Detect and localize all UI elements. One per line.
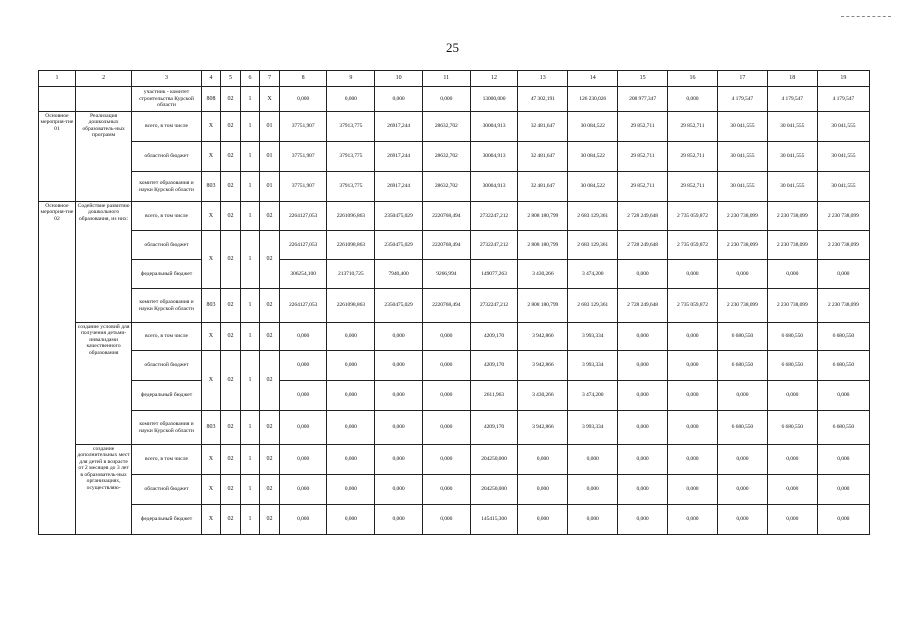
cell-code: 02 <box>260 289 280 323</box>
cell-code: 02 <box>260 475 280 505</box>
header-cell: 12 <box>470 71 518 87</box>
cell-code: 1 <box>240 231 260 289</box>
cell-value: 30 041,555 <box>817 112 869 142</box>
cell-value: 30 041,555 <box>717 142 767 172</box>
cell-value: 9266,994 <box>422 260 470 289</box>
cell-value: 6 680,550 <box>817 411 869 445</box>
cell-value: 0,000 <box>717 260 767 289</box>
header-cell: 16 <box>668 71 718 87</box>
cell-code: 02 <box>221 475 241 505</box>
cell-code: 1 <box>240 445 260 475</box>
cell-code: 01 <box>260 142 280 172</box>
cell-code: 1 <box>240 172 260 202</box>
cell-value: 2 683 129,361 <box>568 202 618 231</box>
cell-code: Х <box>201 231 221 289</box>
cell-value: 0,000 <box>618 323 668 351</box>
page-number: 25 <box>446 40 459 55</box>
cell-value: 2732247,212 <box>470 231 518 260</box>
cell-code: 02 <box>260 411 280 445</box>
cell-value: 208 977,347 <box>618 87 668 112</box>
cell-value: 0,000 <box>327 475 375 505</box>
cell-value: 0,000 <box>668 351 718 381</box>
header-cell: 7 <box>260 71 280 87</box>
cell-value: 2 735 059,872 <box>668 231 718 260</box>
cell-value: 0,000 <box>327 381 375 411</box>
cell-value: 2350475,029 <box>375 289 423 323</box>
cell-value: 0,000 <box>618 351 668 381</box>
cell-value: 3 942,866 <box>518 411 568 445</box>
cell-value: 0,000 <box>668 87 718 112</box>
cell-source: всего, в том числе <box>132 323 201 351</box>
cell-measure-name: Реализация дошкольных образователь-ных программ <box>75 112 131 202</box>
cell-value: 3 430,266 <box>518 381 568 411</box>
cell-value: 0,000 <box>279 351 327 381</box>
table-row <box>39 445 870 475</box>
cell-value: 6 680,550 <box>767 351 817 381</box>
cell-value: 0,000 <box>767 381 817 411</box>
cell-value: 0,000 <box>422 445 470 475</box>
cell-value: 37751,907 <box>279 172 327 202</box>
cell-value: 0,000 <box>279 445 327 475</box>
cell-code: 02 <box>260 202 280 231</box>
cell-code: Х <box>201 112 221 142</box>
cell-value: 2 728 249,648 <box>618 231 668 260</box>
cell-value: 0,000 <box>279 87 327 112</box>
cell-source: областной бюджет <box>132 475 201 505</box>
cell-value: 2 808 180,799 <box>518 231 568 260</box>
cell-value: 2 230 738,099 <box>717 202 767 231</box>
cell-code: Х <box>201 323 221 351</box>
cell-value: 30 041,555 <box>717 112 767 142</box>
table-row <box>39 87 870 112</box>
cell-code: 02 <box>221 112 241 142</box>
cell-code: 02 <box>221 351 241 411</box>
cell-code: 02 <box>221 87 241 112</box>
cell-value: 126 230,026 <box>568 87 618 112</box>
cell-value: 37751,907 <box>279 112 327 142</box>
cell-value: 2 683 129,361 <box>568 289 618 323</box>
cell-value: 0,000 <box>568 445 618 475</box>
cell-value: 30 041,555 <box>817 172 869 202</box>
cell-code: 02 <box>260 505 280 535</box>
cell-value: 0,000 <box>568 475 618 505</box>
cell-participant: участник - комитет строительства Курской области <box>132 87 201 112</box>
cell-value: 2261096,863 <box>327 202 375 231</box>
cell-code: 1 <box>240 142 260 172</box>
cell-value: 29 852,711 <box>668 172 718 202</box>
cell-value: 0,000 <box>668 323 718 351</box>
cell-code: 1 <box>240 323 260 351</box>
table-row <box>39 381 870 411</box>
cell-empty <box>75 87 131 112</box>
cell-value: 0,000 <box>767 475 817 505</box>
cell-code: 01 <box>260 172 280 202</box>
cell-code: 1 <box>240 505 260 535</box>
table-row <box>39 172 870 202</box>
cell-value: 0,000 <box>422 87 470 112</box>
cell-source: всего, в том числе <box>132 445 201 475</box>
cell-value: 2 808 180,799 <box>518 202 568 231</box>
cell-value: 0,000 <box>327 323 375 351</box>
cell-value: 2 230 738,099 <box>767 289 817 323</box>
cell-value: 0,000 <box>717 475 767 505</box>
table-row <box>39 289 870 323</box>
cell-value: 30 041,555 <box>767 172 817 202</box>
cell-value: 2264127,053 <box>279 202 327 231</box>
cell-value: 4209,170 <box>470 351 518 381</box>
cell-value: 32 481,647 <box>518 172 568 202</box>
cell-value: 0,000 <box>375 87 423 112</box>
header-cell: 8 <box>279 71 327 87</box>
cell-value: 6 680,550 <box>817 323 869 351</box>
header-cell: 4 <box>201 71 221 87</box>
header-row <box>39 71 870 87</box>
cell-value: 4 179,547 <box>767 87 817 112</box>
cell-value: 4209,170 <box>470 323 518 351</box>
cell-code: 02 <box>260 351 280 411</box>
cell-value: 0,000 <box>327 411 375 445</box>
cell-code: 02 <box>221 202 241 231</box>
cell-value: 0,000 <box>717 505 767 535</box>
cell-value: 37913,775 <box>327 142 375 172</box>
cell-value: 2261098,863 <box>327 231 375 260</box>
cell-value: 2220768,494 <box>422 202 470 231</box>
cell-value: 0,000 <box>327 445 375 475</box>
cell-value: 6 680,550 <box>767 411 817 445</box>
cell-value: 0,000 <box>668 475 718 505</box>
cell-code: 02 <box>260 231 280 289</box>
cell-value: 0,000 <box>279 411 327 445</box>
cell-value: 2 728 249,648 <box>618 202 668 231</box>
cell-value: 204250,000 <box>470 475 518 505</box>
cell-value: 0,000 <box>375 381 423 411</box>
cell-value: 6 680,550 <box>717 323 767 351</box>
cell-value: 6 680,550 <box>717 351 767 381</box>
cell-value: 3 942,866 <box>518 323 568 351</box>
cell-measure-title: Основное мероприя-тие 02 <box>39 202 76 535</box>
cell-code: 1 <box>240 202 260 231</box>
cell-value: 213710,725 <box>327 260 375 289</box>
cell-value: 0,000 <box>618 445 668 475</box>
cell-value: 26917,244 <box>375 172 423 202</box>
table-row <box>39 260 870 289</box>
cell-code: 02 <box>260 323 280 351</box>
cell-value: 30 084,522 <box>568 112 618 142</box>
cell-value: 2 230 738,099 <box>767 231 817 260</box>
cell-value: 47 302,191 <box>518 87 568 112</box>
cell-source: комитет образования и науки Курской области <box>132 289 201 323</box>
cell-value: 30 041,555 <box>767 112 817 142</box>
header-cell: 13 <box>518 71 568 87</box>
cell-value: 2 230 738,099 <box>767 202 817 231</box>
cell-source: областной бюджет <box>132 351 201 381</box>
cell-value: 3 430,266 <box>518 260 568 289</box>
cell-code: Х <box>201 351 221 411</box>
cell-value: 0,000 <box>717 381 767 411</box>
cell-value: 28632,702 <box>422 172 470 202</box>
cell-value: 0,000 <box>618 260 668 289</box>
cell-value: 26917,244 <box>375 112 423 142</box>
cell-value: 2 230 738,099 <box>817 202 869 231</box>
cell-value: 0,000 <box>817 505 869 535</box>
cell-value: 0,000 <box>422 475 470 505</box>
cell-code: Х <box>260 87 280 112</box>
header-cell: 9 <box>327 71 375 87</box>
cell-value: 13000,000 <box>470 87 518 112</box>
cell-value: 2350475,029 <box>375 231 423 260</box>
cell-value: 6 680,550 <box>817 351 869 381</box>
cell-code: 1 <box>240 87 260 112</box>
table-row <box>39 351 870 381</box>
cell-value: 0,000 <box>422 411 470 445</box>
cell-value: 30 041,555 <box>817 142 869 172</box>
cell-value: 0,000 <box>422 351 470 381</box>
cell-value: 3 993,334 <box>568 323 618 351</box>
cell-value: 29 852,711 <box>618 172 668 202</box>
cell-value: 0,000 <box>327 87 375 112</box>
cell-source: комитет образования и науки Курской области <box>132 411 201 445</box>
header-cell: 14 <box>568 71 618 87</box>
cell-source: федеральный бюджет <box>132 260 201 289</box>
cell-value: 0,000 <box>375 411 423 445</box>
cell-value: 32 481,647 <box>518 142 568 172</box>
table-row <box>39 475 870 505</box>
cell-value: 30004,913 <box>470 112 518 142</box>
cell-code: Х <box>201 142 221 172</box>
cell-value: 2 230 738,099 <box>817 231 869 260</box>
cell-value: 3 474,200 <box>568 381 618 411</box>
header-cell: 15 <box>618 71 668 87</box>
budget-table <box>38 70 870 535</box>
cell-value: 2 735 059,872 <box>668 202 718 231</box>
cell-value: 0,000 <box>618 381 668 411</box>
cell-value: 0,000 <box>279 475 327 505</box>
cell-code: Х <box>201 445 221 475</box>
cell-value: 30 041,555 <box>717 172 767 202</box>
cell-value: 2611,963 <box>470 381 518 411</box>
cell-source: всего, в том числе <box>132 112 201 142</box>
cell-value: 0,000 <box>817 475 869 505</box>
table-row <box>39 202 870 231</box>
cell-value: 26917,244 <box>375 142 423 172</box>
cell-value: 145415,300 <box>470 505 518 535</box>
cell-value: 30004,913 <box>470 142 518 172</box>
cell-value: 4 179,547 <box>817 87 869 112</box>
cell-value: 0,000 <box>668 411 718 445</box>
cell-value: 0,000 <box>327 351 375 381</box>
table-row <box>39 231 870 260</box>
cell-code: 02 <box>221 323 241 351</box>
cell-value: 0,000 <box>375 505 423 535</box>
cell-code: Х <box>201 202 221 231</box>
cell-code: 1 <box>240 411 260 445</box>
cell-value: 2 230 738,099 <box>717 289 767 323</box>
cell-value: 2 683 129,361 <box>568 231 618 260</box>
cell-value: 2264127,053 <box>279 231 327 260</box>
cell-value: 3 993,334 <box>568 411 618 445</box>
cell-value: 30 084,522 <box>568 142 618 172</box>
cell-code: 1 <box>240 475 260 505</box>
cell-value: 2732247,212 <box>470 202 518 231</box>
cell-value: 0,000 <box>817 260 869 289</box>
cell-value: 149077,263 <box>470 260 518 289</box>
cell-value: 3 942,866 <box>518 351 568 381</box>
cell-source: всего, в том числе <box>132 202 201 231</box>
table-row <box>39 142 870 172</box>
cell-activity-name: создание дополнительных мест для детей в возрасте от 2 месяцев до 3 лет в образователь-ных организациях, осуществляю- <box>75 445 131 535</box>
cell-source: областной бюджет <box>132 231 201 260</box>
cell-value: 0,000 <box>717 445 767 475</box>
cell-value: 0,000 <box>422 323 470 351</box>
cell-value: 0,000 <box>568 505 618 535</box>
cell-value: 37913,775 <box>327 112 375 142</box>
header-cell: 2 <box>75 71 131 87</box>
cell-value: 0,000 <box>618 475 668 505</box>
cell-code: 803 <box>201 411 221 445</box>
cell-code: 803 <box>201 172 221 202</box>
cell-value: 0,000 <box>375 351 423 381</box>
cell-value: 0,000 <box>767 505 817 535</box>
cell-value: 0,000 <box>817 445 869 475</box>
cell-value: 306254,100 <box>279 260 327 289</box>
cell-value: 6 680,550 <box>717 411 767 445</box>
cell-value: 2264127,053 <box>279 289 327 323</box>
cell-source: федеральный бюджет <box>132 381 201 411</box>
cell-value: 2220768,494 <box>422 289 470 323</box>
cell-value: 2220768,494 <box>422 231 470 260</box>
cell-value: 0,000 <box>767 445 817 475</box>
table-row <box>39 411 870 445</box>
cell-value: 0,000 <box>668 381 718 411</box>
cell-value: 4209,170 <box>470 411 518 445</box>
scan-corner-mark <box>841 16 891 17</box>
cell-code: 1 <box>240 289 260 323</box>
cell-value: 0,000 <box>422 381 470 411</box>
header-cell: 1 <box>39 71 76 87</box>
cell-value: 0,000 <box>518 505 568 535</box>
cell-value: 2350475,029 <box>375 202 423 231</box>
cell-value: 0,000 <box>422 505 470 535</box>
cell-value: 29 852,711 <box>618 142 668 172</box>
cell-value: 32 481,647 <box>518 112 568 142</box>
cell-value: 0,000 <box>767 260 817 289</box>
cell-code: 808 <box>201 87 221 112</box>
cell-code: 02 <box>221 411 241 445</box>
cell-value: 0,000 <box>668 445 718 475</box>
cell-value: 2 808 180,799 <box>518 289 568 323</box>
cell-measure-name: Содействие развитию дошкольного образования, из них: <box>75 202 131 323</box>
cell-value: 0,000 <box>518 475 568 505</box>
cell-source: комитет образования и науки Курской области <box>132 172 201 202</box>
cell-value: 0,000 <box>327 505 375 535</box>
table-row <box>39 323 870 351</box>
cell-value: 0,000 <box>668 260 718 289</box>
cell-code: 02 <box>221 289 241 323</box>
header-cell: 19 <box>817 71 869 87</box>
cell-value: 30 041,555 <box>767 142 817 172</box>
cell-code: 02 <box>221 231 241 289</box>
cell-code: 02 <box>221 445 241 475</box>
cell-code: 02 <box>260 445 280 475</box>
cell-value: 2 728 249,648 <box>618 289 668 323</box>
cell-code: 803 <box>201 289 221 323</box>
cell-source: федеральный бюджет <box>132 505 201 535</box>
cell-value: 29 852,711 <box>618 112 668 142</box>
cell-value: 37751,907 <box>279 142 327 172</box>
cell-value: 37913,775 <box>327 172 375 202</box>
cell-value: 0,000 <box>375 323 423 351</box>
cell-value: 0,000 <box>518 445 568 475</box>
cell-code: 01 <box>260 112 280 142</box>
cell-value: 3 474,200 <box>568 260 618 289</box>
cell-value: 0,000 <box>279 381 327 411</box>
cell-value: 28632,702 <box>422 142 470 172</box>
header-cell: 6 <box>240 71 260 87</box>
cell-code: 02 <box>221 505 241 535</box>
header-cell: 10 <box>375 71 423 87</box>
cell-value: 7940,400 <box>375 260 423 289</box>
cell-value: 29 852,711 <box>668 142 718 172</box>
cell-activity-name: создание условий для получения детьми-инвалидами качественного образования <box>75 323 131 445</box>
header-cell: 18 <box>767 71 817 87</box>
cell-value: 30 084,522 <box>568 172 618 202</box>
cell-value: 0,000 <box>618 411 668 445</box>
cell-code: 1 <box>240 351 260 411</box>
cell-value: 30004,913 <box>470 172 518 202</box>
cell-value: 29 852,711 <box>668 112 718 142</box>
cell-measure-title: Основное мероприя-тие 01 <box>39 112 76 202</box>
budget-table-wrapper <box>38 70 870 535</box>
header-cell: 3 <box>132 71 201 87</box>
cell-value: 0,000 <box>375 445 423 475</box>
cell-value: 2 230 738,099 <box>817 289 869 323</box>
cell-value: 6 680,550 <box>767 323 817 351</box>
cell-value: 2261098,863 <box>327 289 375 323</box>
cell-value: 28632,702 <box>422 112 470 142</box>
cell-code: 1 <box>240 112 260 142</box>
table-row <box>39 505 870 535</box>
header-cell: 11 <box>422 71 470 87</box>
cell-value: 3 993,334 <box>568 351 618 381</box>
cell-value: 2 230 738,099 <box>717 231 767 260</box>
table-row <box>39 112 870 142</box>
cell-value: 0,000 <box>375 475 423 505</box>
cell-value: 4 179,547 <box>717 87 767 112</box>
cell-value: 0,000 <box>817 381 869 411</box>
cell-source: областной бюджет <box>132 142 201 172</box>
cell-value: 204250,000 <box>470 445 518 475</box>
cell-code: Х <box>201 505 221 535</box>
cell-code: 02 <box>221 142 241 172</box>
cell-value: 0,000 <box>279 505 327 535</box>
cell-code: Х <box>201 475 221 505</box>
cell-empty <box>39 87 76 112</box>
cell-value: 2 735 059,872 <box>668 289 718 323</box>
cell-value: 0,000 <box>668 505 718 535</box>
cell-code: 02 <box>221 172 241 202</box>
cell-value: 2732247,212 <box>470 289 518 323</box>
cell-value: 0,000 <box>618 505 668 535</box>
cell-value: 0,000 <box>279 323 327 351</box>
header-cell: 5 <box>221 71 241 87</box>
header-cell: 17 <box>717 71 767 87</box>
